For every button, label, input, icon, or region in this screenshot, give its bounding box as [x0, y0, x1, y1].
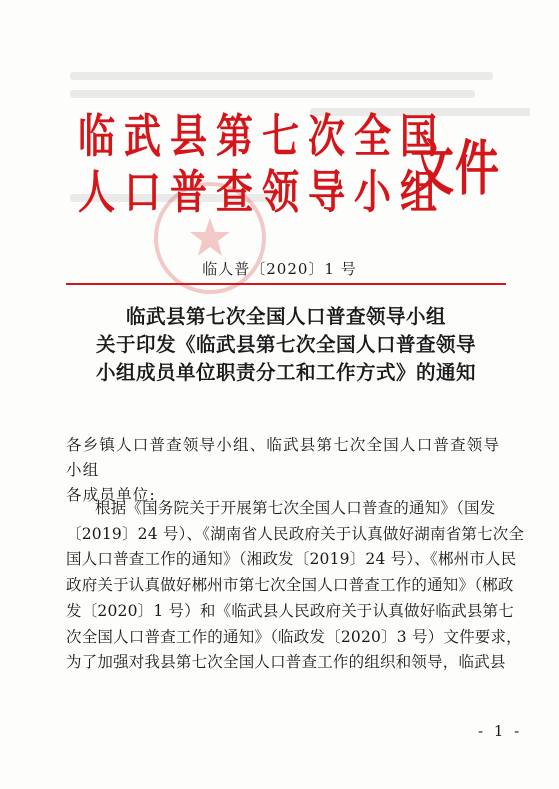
- letterhead-line-1: 临武县第七次全国: [78, 108, 446, 163]
- red-divider-line: [66, 283, 506, 285]
- document-title: [66, 303, 506, 387]
- body-line: 国人口普查工作的通知》（湘政发〔2019〕24 号）、《郴州市人民: [66, 550, 517, 569]
- letterhead-line-2: 人口普查领导小组: [78, 164, 446, 219]
- letterhead-document-word: 文件: [410, 134, 500, 204]
- body-line: 政府关于认真做好郴州市第七次全国人口普查工作的通知》（郴政: [66, 576, 514, 595]
- official-seal-icon: [150, 178, 270, 298]
- body-line: 发〔2020〕1 号）和《临武县人民政府关于认真做好临武县第七: [66, 601, 514, 620]
- body-line: 为了加强对我县第七次全国人口普查工作的组织和领导，临武县: [66, 653, 506, 672]
- addressee-line: 各成员单位:: [66, 486, 156, 504]
- title-line: 关于印发《临武县第七次全国人口普查领导: [95, 333, 476, 356]
- body-line: 〔2019〕24 号）、《湖南省人民政府关于认真做好湖南省第七次全: [66, 524, 525, 543]
- title-line: 小组成员单位职责分工和工作方式》的通知: [95, 361, 476, 384]
- addressee-line: 各乡镇人口普查领导小组、临武县第七次全国人口普查领导小组: [66, 436, 501, 479]
- page-number: - 1 -: [478, 722, 523, 740]
- body-paragraph: [66, 496, 525, 676]
- body-line: 次全国人口普查工作的通知》（临政发〔2020〕3 号）文件要求，: [66, 627, 522, 646]
- title-line: 临武县第七次全国人口普查领导小组: [125, 305, 446, 328]
- document-number: 临人普〔2020〕1 号: [202, 260, 357, 278]
- body-line: 根据《国务院关于开展第七次全国人口普查的通知》（国发: [95, 499, 496, 517]
